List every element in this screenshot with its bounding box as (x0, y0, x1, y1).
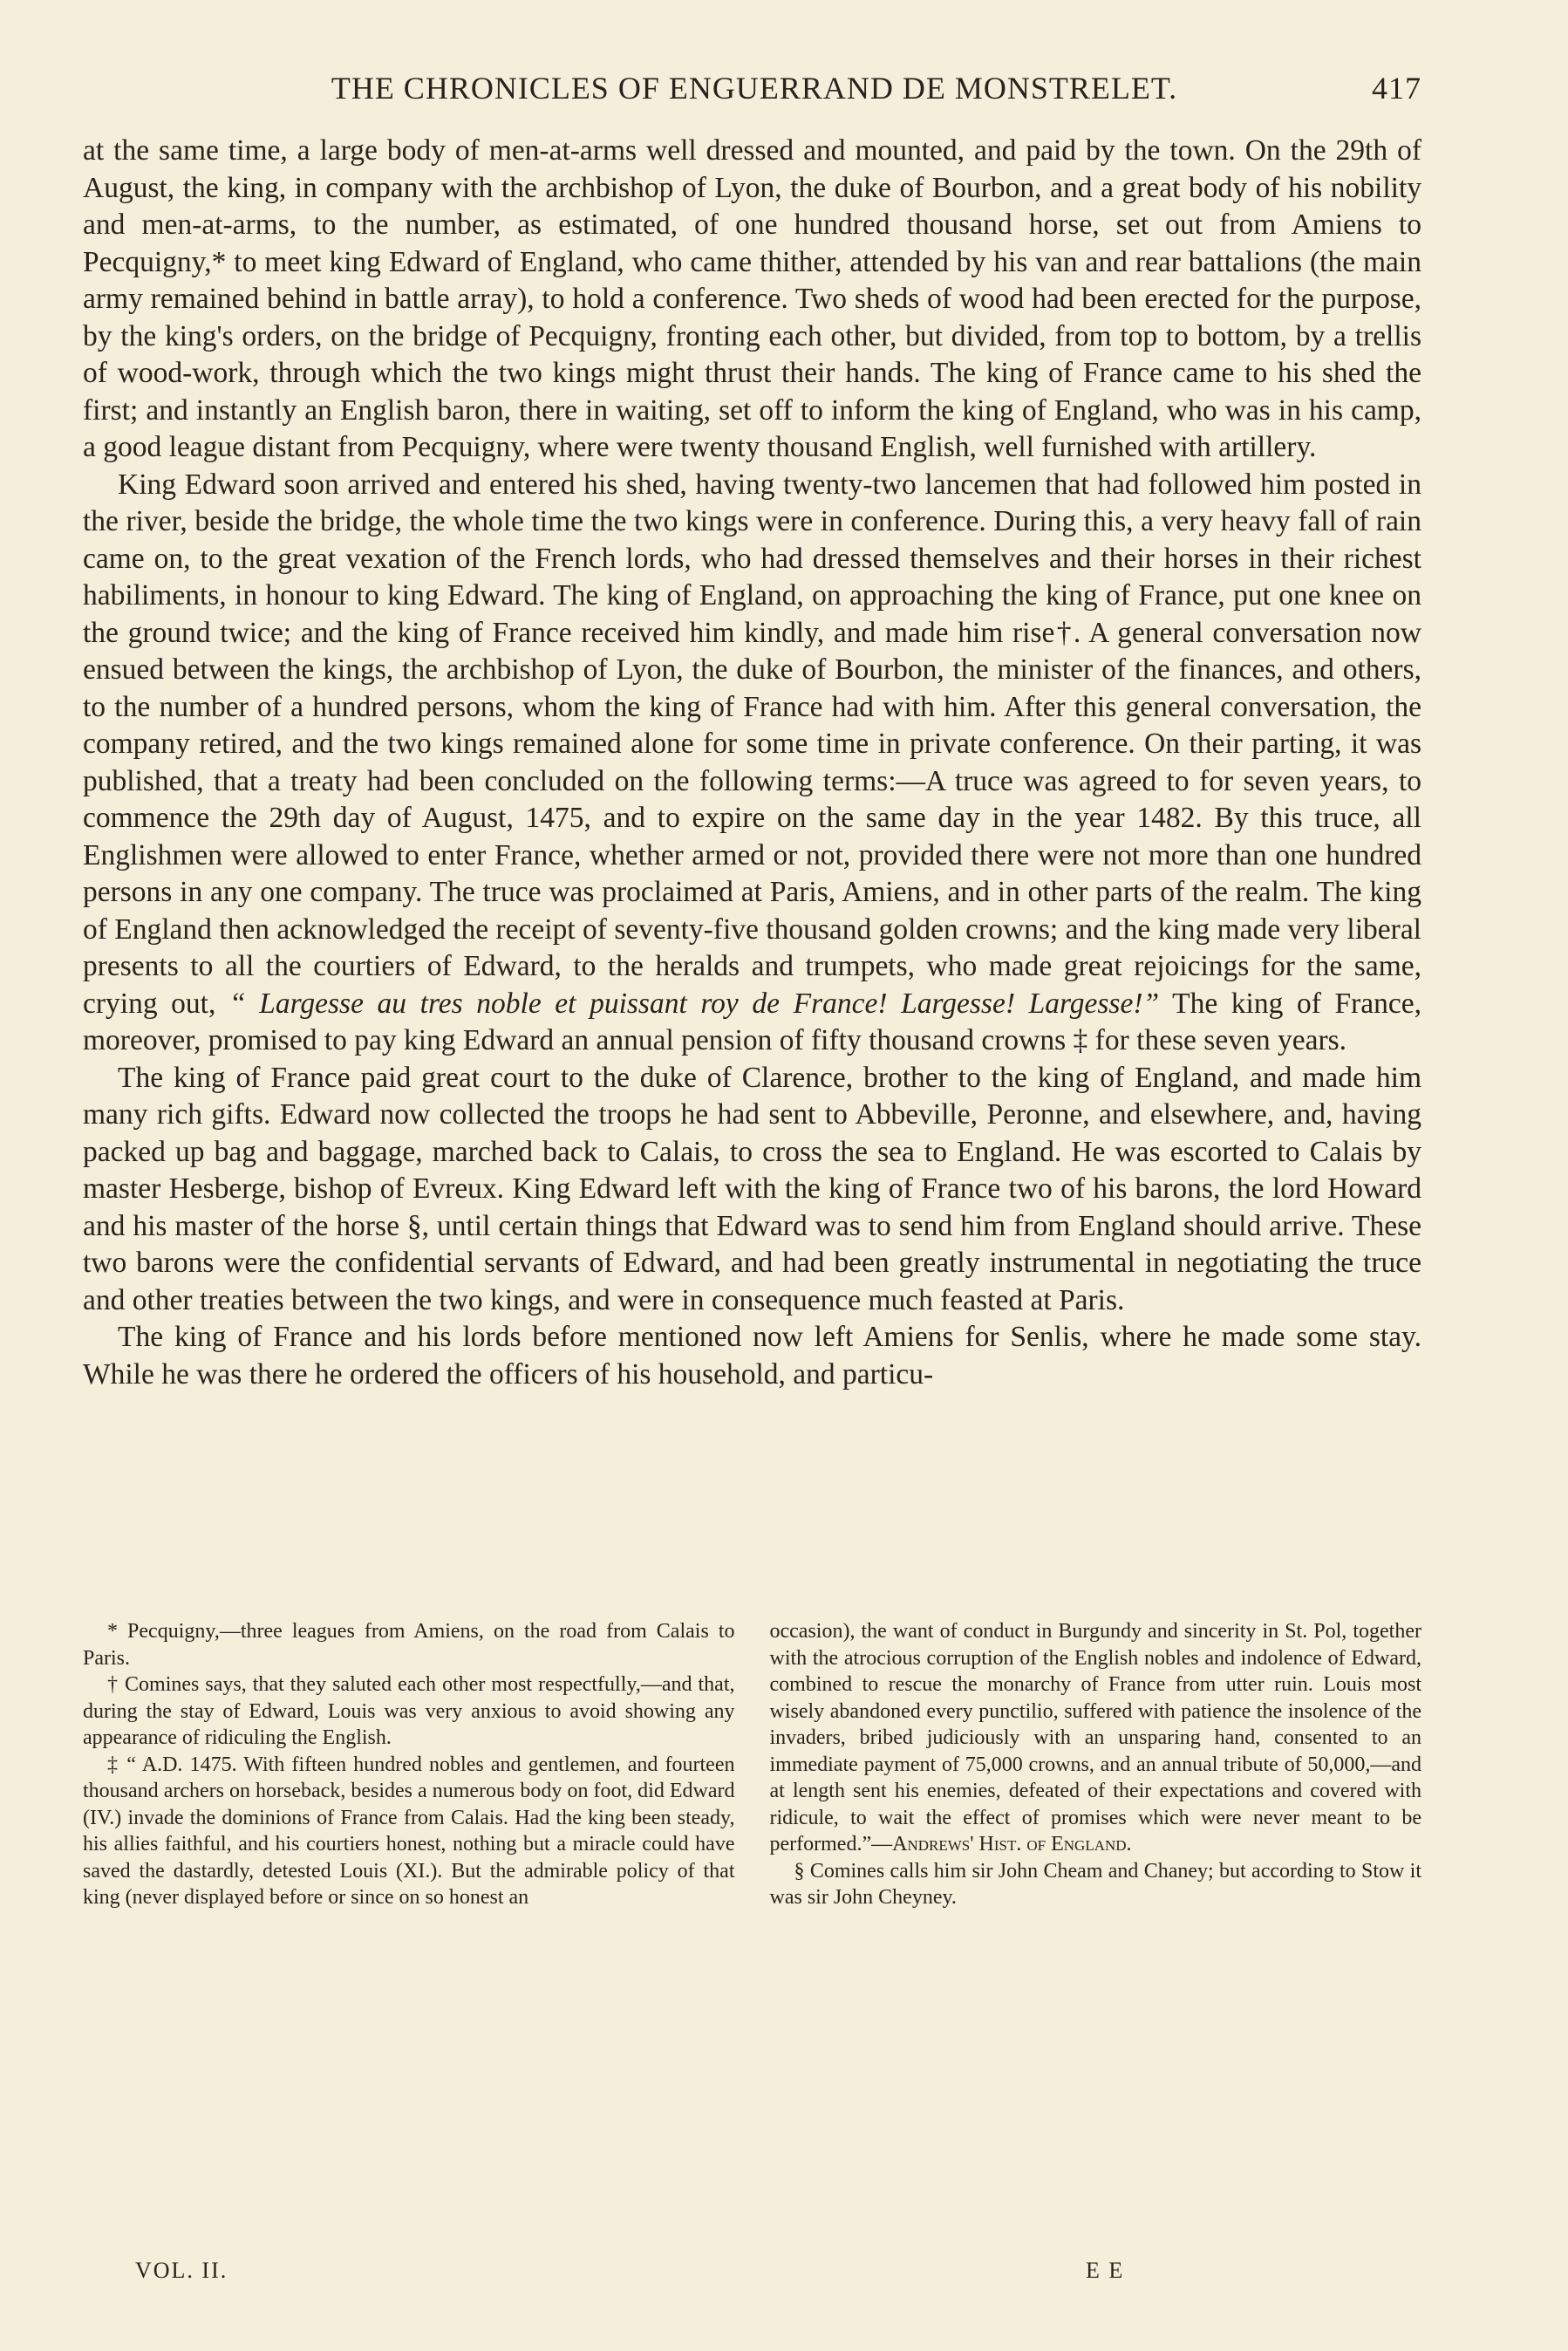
footnote-section: § Comines calls him sir John Cheam and Chaney; but according to Stow it was sir John Cheyney. (769, 1859, 1421, 1909)
page-number: 417 (1372, 71, 1421, 106)
footnotes-right-column (770, 1618, 1422, 1911)
paragraph-1: at the same time, a large body of men-at-arms well dressed and mounted, and paid by the town. On the 29th of August, the king, in company with the archbishop of Lyon, the duke of Bourbon, and a great body of his nobility and men-at-arms, to the number, as estimated, of one hundred thousand horse, set out from Amiens to Pecquigny,* to meet king Edward of England, who came thither, attended by his van and rear battalions (the main army remained behind in battle array), to hold a conference. Two sheds of wood had been erected for the purpose, by the king's orders, on the bridge of Pecquigny, fronting each other, but divided, from top to bottom, by a trellis of wood-work, through which the two kings might thrust their hands. The king of France came to his shed the first; and instantly an English baron, there in waiting, set off to inform the king of England, who was in his camp, a good league distant from Pecquigny, where were twenty thousand English, well furnished with artillery. (83, 134, 1421, 463)
paragraph-2 (83, 467, 1421, 1060)
footnotes-left-column (83, 1618, 735, 1911)
largesse-quote: “ Largesse au tres noble et puissant roy de France! Largesse! Largesse!” (228, 987, 1160, 1020)
volume-label: VOL. II. (135, 2258, 228, 2283)
footnotes (83, 1618, 1421, 1911)
footnote-source: Andrews' Hist. of England. (892, 1833, 1132, 1856)
paragraph-2-text: King Edward soon arrived and entered his shed, having twenty-two lancemen that had followed him posted in the river, beside the bridge, the whole time the two kings were in conference. During this, a very heavy fall of rain came on, to the great vexation of the French lords, who had dressed themselves and their horses in their richest habiliments, in honour to king Edward. The king of England, on approaching the king of France, put one knee on the ground twice; and the king of France received him kindly, and made him rise†. A general conversation now ensued between the kings, the archbishop of Lyon, the duke of Bourbon, the minister of the finances, and others, to the number of a hundred persons, whom the king of France had with him. After this general conversation, the company retired, and the two kings remained alone for some time in private conference. On their parting, it was published, that a treaty had been concluded on the following terms:—A truce was agreed to for seven years, to commence the 29th day of August, 1475, and to expire on the same day in the year 1482. By this truce, all Englishmen were allowed to enter France, whether armed or not, provided there were not more than one hundred persons in any one company. The truce was proclaimed at Paris, Amiens, and in other parts of the realm. The king of England then acknowledged the receipt of seventy-five thousand golden crowns; and the king made very liberal presents to all the courtiers of Edward, to the heralds and trumpets, who made great rejoicings for the same, crying out, (83, 468, 1421, 1020)
footnote-double-dagger: ‡ “ A.D. 1475. With fifteen hundred nobles and gentlemen, and fourteen thousand archers on horseback, besides a numerous body on foot, did Edward (IV.) invade the dominions of France from Calais. Had the king been steady, his allies faithful, and his courtiers honest, nothing but a miracle could have saved the dastardly, detested Louis (XI.). But the admirable policy of that king (never displayed before or since on so honest an (83, 1753, 735, 1909)
running-title: THE CHRONICLES OF ENGUERRAND DE MONSTRELET. (331, 71, 1178, 106)
signature-mark: E E (1086, 2258, 1125, 2283)
paragraph-4: The king of France and his lords before mentioned now left Amiens for Senlis, where he made some stay. While he was there he ordered the officers of his household, and particu- (83, 1321, 1421, 1391)
footnote-dagger: † Comines says, that they saluted each other most respectfully,—and that, during the stay of Edward, Louis was very anxious to avoid showing any appearance of ridiculing the English. (83, 1673, 735, 1749)
paragraph-2-tail: The king of France, moreover, promised to pay king Edward an annual pension of fifty thousand crowns ‡ for these seven years. (83, 987, 1421, 1056)
footnote-continuation-text: occasion), the want of conduct in Burgundy and sincerity in St. Pol, together with the atrocious corruption of the English nobles and indolence of Edward, combined to rescue the monarchy of France from utter ruin. Louis most wisely abandoned every punctilio, suffered with patience the insolence of the invaders, bribed judiciously with an unsparing hand, consented to an immediate payment of 75,000 crowns, and an annual tribute of 50,000,—and at length sent his enemies, defeated of their expectations and covered with ridicule, to wait the effect of promises which were never meant to be performed.”— (769, 1620, 1421, 1856)
footnote-star: * Pecquigny,—three leagues from Amiens, on the road from Calais to Paris. (83, 1620, 735, 1670)
running-head (87, 70, 1421, 106)
paragraph-3: The king of France paid great court to the duke of Clarence, brother to the king of England, and made him many rich gifts. Edward now collected the troops he had sent to Abbeville, Peronne, and elsewhere, and, having packed up bag and baggage, marched back to Calais, to cross the sea to England. He was escorted to Calais by master Hesberge, bishop of Evreux. King Edward left with the king of France two of his barons, the lord Howard and his master of the horse §, until certain things that Edward was to send him from England should arrive. These two barons were the confidential servants of Edward, and had been greatly instrumental in negotiating the truce and other treaties between the two kings, and were in consequence much feasted at Paris. (83, 1061, 1421, 1316)
main-text (83, 133, 1421, 1393)
footnote-continuation (770, 1618, 1422, 1858)
